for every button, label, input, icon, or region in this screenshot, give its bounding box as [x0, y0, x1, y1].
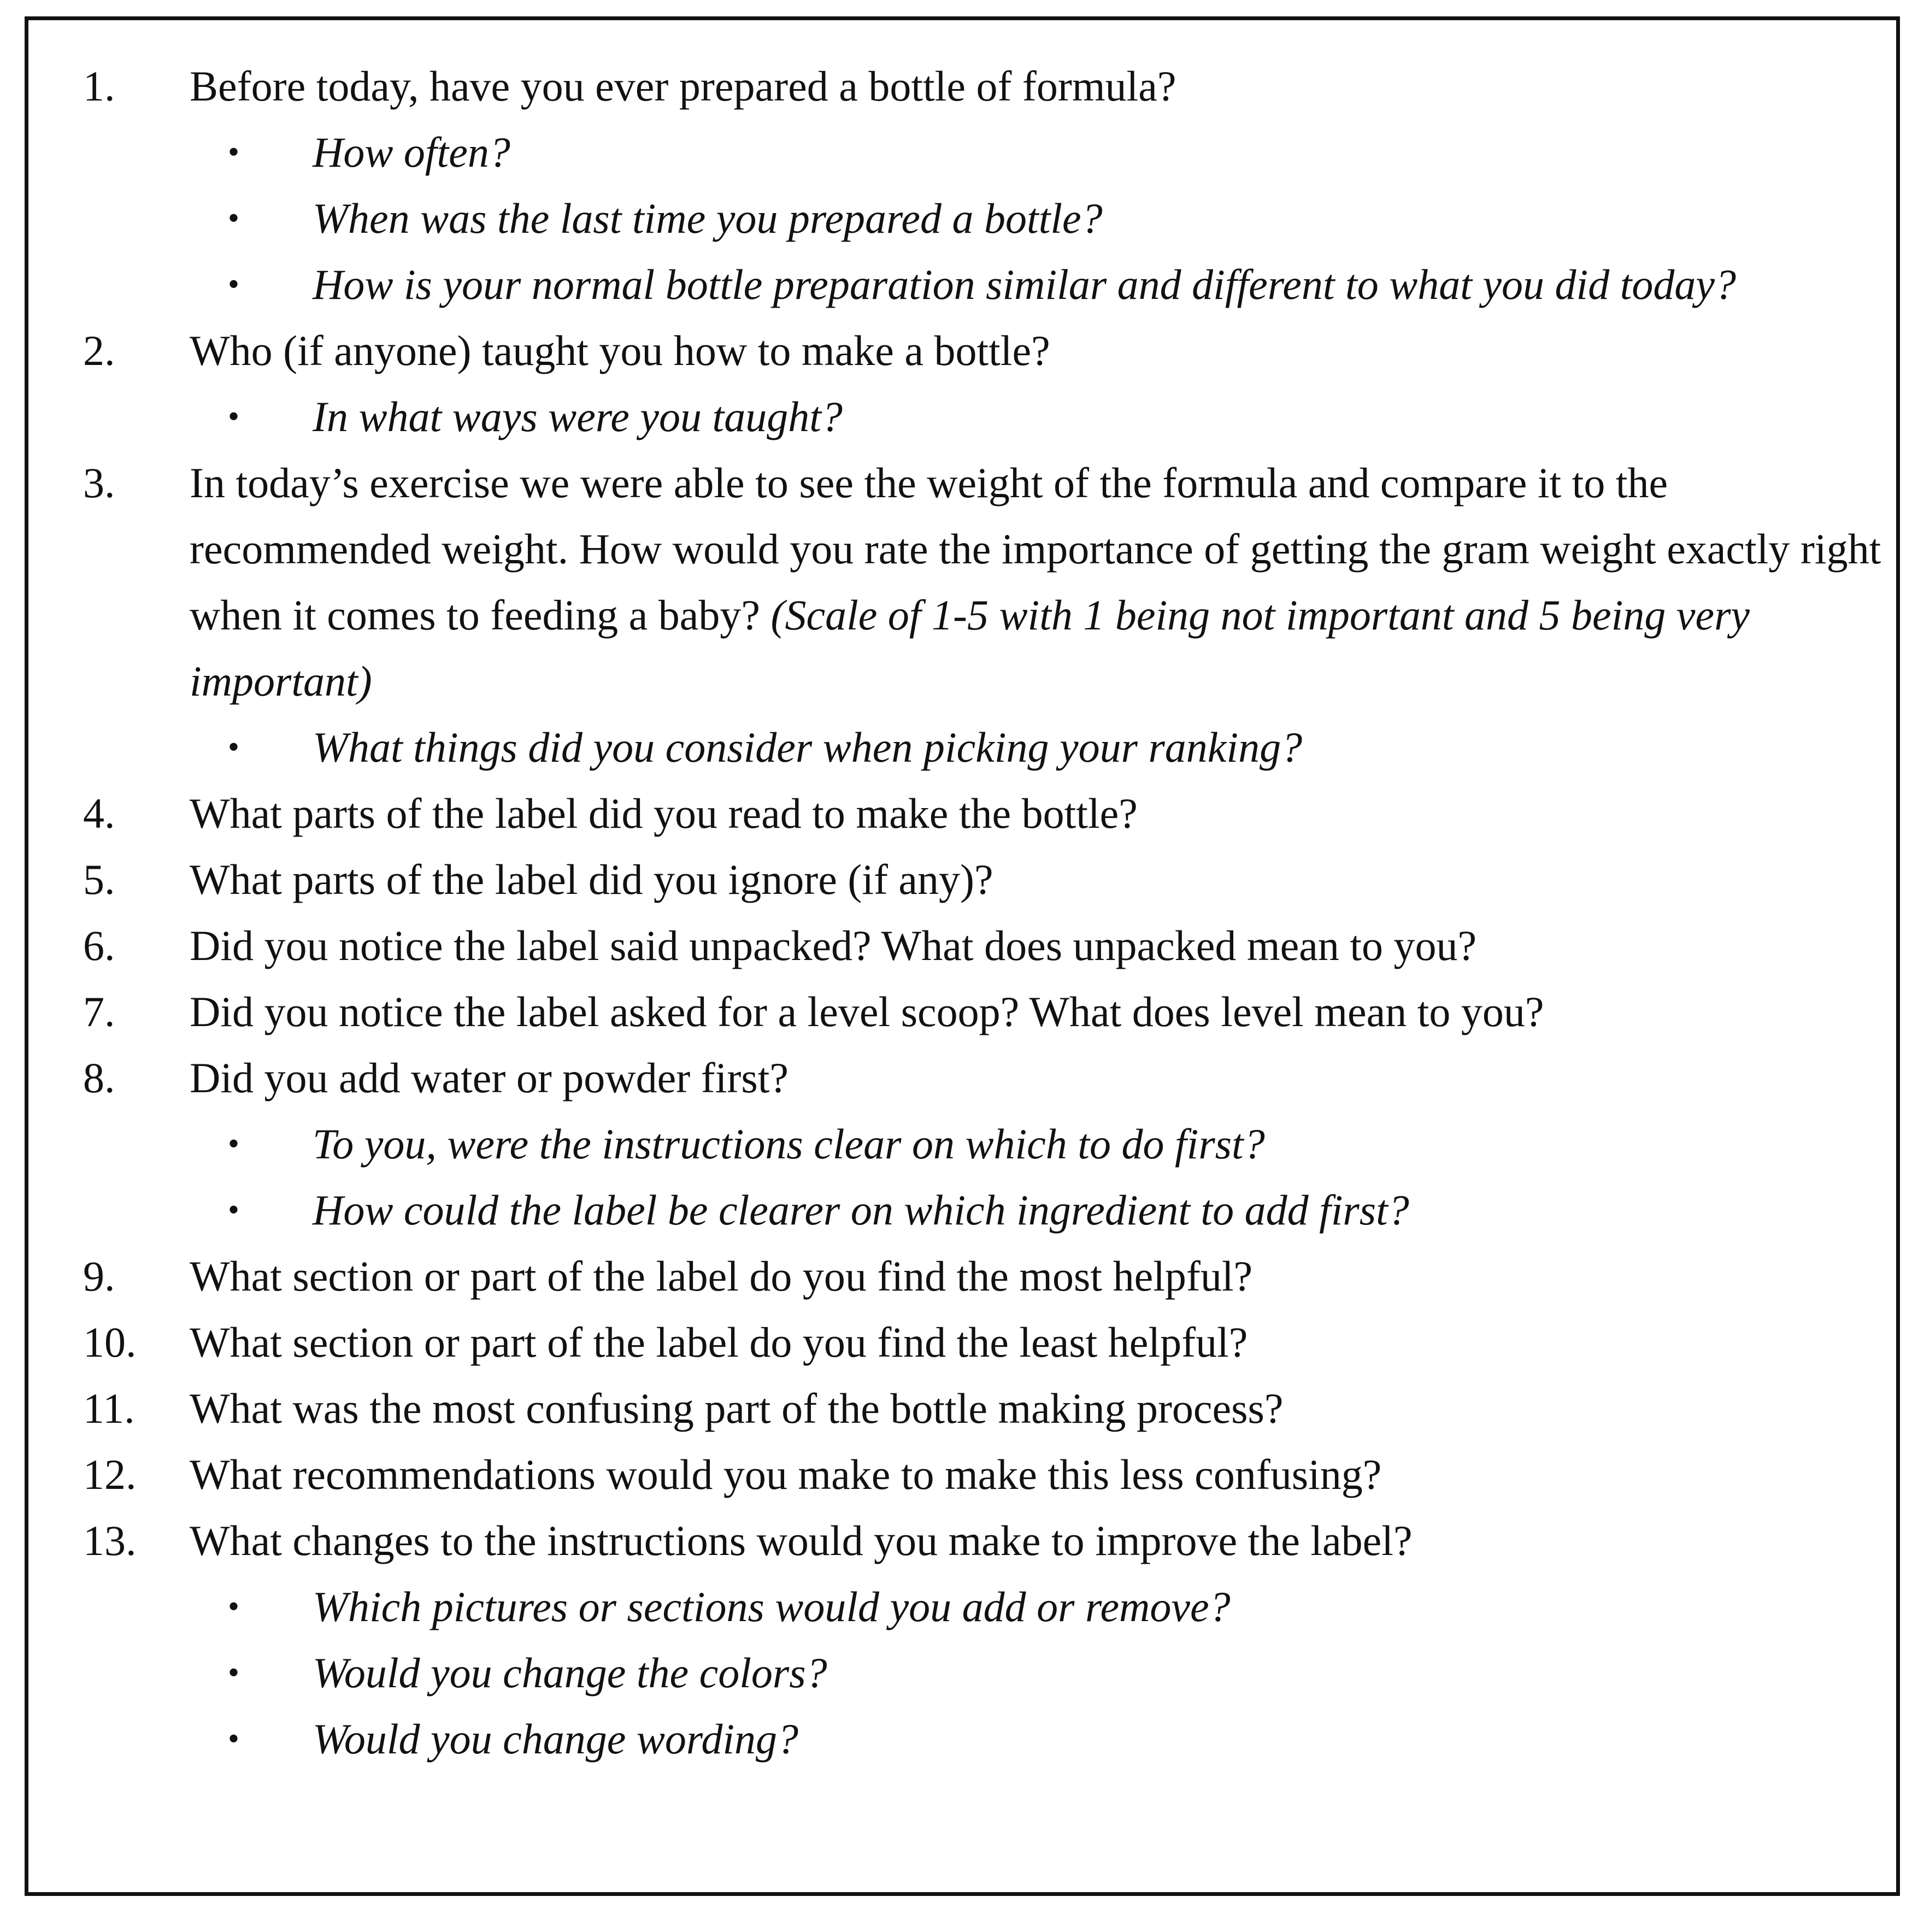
question-number: 10.: [83, 1318, 137, 1366]
question-item: [83, 1309, 1885, 1375]
sub-question-text: Would you change the colors?: [313, 1649, 827, 1697]
question-item: [83, 1375, 1885, 1441]
question-text: What parts of the label did you read to make the bottle?: [190, 790, 1138, 837]
question-text: What section or part of the label do you find the least helpful?: [190, 1318, 1248, 1366]
bullet-icon: •: [228, 398, 240, 434]
bullet-icon: •: [228, 1654, 240, 1690]
question-item: [83, 1441, 1885, 1507]
bullet-icon: •: [228, 729, 240, 765]
sub-question: [83, 1177, 1885, 1243]
sub-question: [83, 1706, 1885, 1772]
sub-question: [83, 384, 1885, 450]
question-item: [83, 1507, 1885, 1574]
sub-question-text: In what ways were you taught?: [313, 393, 843, 440]
question-number: 4.: [83, 790, 115, 837]
question-number: 13.: [83, 1517, 137, 1564]
question-number: 11.: [83, 1385, 135, 1432]
question-number: 8.: [83, 1054, 115, 1102]
bullet-icon: •: [228, 200, 240, 236]
question-item: [83, 317, 1885, 384]
question-number: 3.: [83, 459, 115, 506]
question-text: Did you add water or powder first?: [190, 1054, 789, 1102]
question-text: What section or part of the label do you find the most helpful?: [190, 1252, 1253, 1300]
question-list: [83, 53, 1885, 1772]
question-item: [83, 450, 1885, 714]
sub-question-text: Which pictures or sections would you add or remove?: [313, 1583, 1231, 1630]
sub-question: [83, 119, 1885, 185]
bullet-icon: •: [228, 1126, 240, 1162]
bullet-icon: •: [228, 134, 240, 170]
sub-question: [83, 1640, 1885, 1706]
question-text: Did you notice the label said unpacked? What does unpacked mean to you?: [190, 922, 1477, 969]
sub-question: [83, 251, 1885, 317]
question-text: Did you notice the label asked for a level scoop? What does level mean to you?: [190, 988, 1544, 1035]
sub-question: [83, 1111, 1885, 1177]
question-item: [83, 780, 1885, 846]
question-item: [83, 846, 1885, 912]
sub-question-text: How is your normal bottle preparation similar and different to what you did today?: [313, 261, 1737, 308]
question-text: Before today, have you ever prepared a bottle of formula?: [190, 62, 1176, 110]
sub-question-text: How often?: [313, 128, 510, 176]
document-frame: [25, 16, 1900, 1896]
question-item: [83, 1243, 1885, 1309]
question-note: (Scale of 1-5 with 1 being not important and 5 being very important): [190, 591, 1750, 705]
bullet-icon: •: [228, 1588, 240, 1624]
bullet-icon: •: [228, 266, 240, 302]
question-number: 9.: [83, 1252, 115, 1300]
question-number: 12.: [83, 1451, 137, 1498]
sub-question-text: What things did you consider when picking your ranking?: [313, 723, 1303, 771]
question-number: 5.: [83, 856, 115, 903]
question-text: What was the most confusing part of the bottle making process?: [190, 1385, 1284, 1432]
sub-question: [83, 1574, 1885, 1640]
question-text: What changes to the instructions would you make to improve the label?: [190, 1517, 1413, 1564]
question-item: [83, 53, 1885, 119]
bullet-icon: •: [228, 1721, 240, 1757]
sub-question-text: When was the last time you prepared a bottle?: [313, 195, 1103, 242]
question-item: [83, 1045, 1885, 1111]
bullet-icon: •: [228, 1192, 240, 1228]
question-text: In today’s exercise we were able to see the weight of the formula and compare it to the recommended weight. How would you rate the importance of getting the gram weight exactly right when it comes to feeding a baby?: [190, 459, 1881, 639]
question-text: What parts of the label did you ignore (if any)?: [190, 856, 993, 903]
question-number: 6.: [83, 922, 115, 969]
sub-question-text: Would you change wording?: [313, 1715, 799, 1763]
question-item: [83, 979, 1885, 1045]
sub-question: [83, 185, 1885, 251]
question-number: 1.: [83, 62, 115, 110]
question-number: 2.: [83, 327, 115, 374]
sub-question-text: How could the label be clearer on which ingredient to add first?: [313, 1186, 1409, 1234]
question-item: [83, 912, 1885, 979]
sub-question-text: To you, were the instructions clear on which to do first?: [313, 1120, 1265, 1168]
question-text: What recommendations would you make to make this less confusing?: [190, 1451, 1382, 1498]
question-number: 7.: [83, 988, 115, 1035]
sub-question: [83, 714, 1885, 780]
question-text: Who (if anyone) taught you how to make a bottle?: [190, 327, 1050, 374]
